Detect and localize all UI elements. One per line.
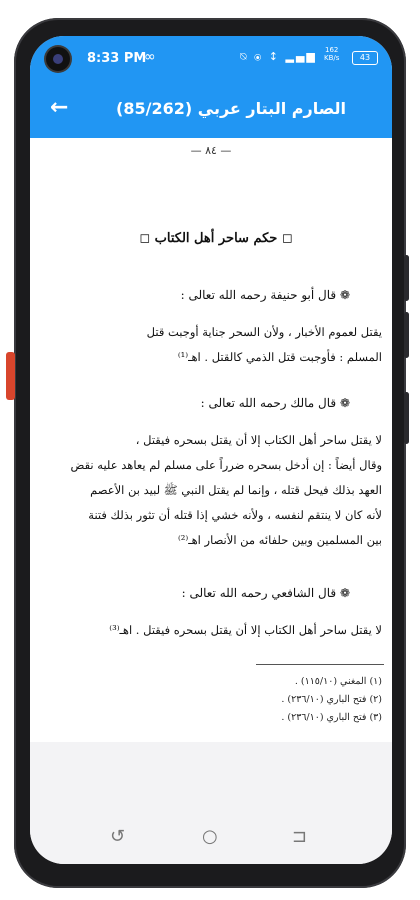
footnote-divider — [256, 664, 384, 665]
power-button — [404, 392, 409, 444]
volume-up-button — [404, 255, 409, 301]
volume-down-button — [404, 312, 409, 358]
recents-icon[interactable]: ↺ — [110, 826, 126, 847]
section-heading: ◻ حكم ساحر أهل الكتاب ◻ — [139, 231, 293, 246]
book-page[interactable] — [30, 138, 392, 742]
paragraph-line: يقتل لعموم الأخبار ، ولأن السحر جناية أوجبت قتل — [146, 325, 382, 339]
back-arrow-icon[interactable]: ← — [50, 95, 69, 120]
footnote: (٣) فتح الباري (٢٣٦/١٠) . — [281, 712, 382, 723]
home-icon[interactable]: ○ — [202, 826, 218, 847]
side-accent — [6, 352, 15, 400]
paragraph-line: لا يقتل ساحر أهل الكتاب إلا أن يقتل بسحره فيقتل . اهـ⁽³⁾ — [109, 623, 382, 637]
screen — [30, 36, 392, 864]
paragraph-line: لا يقتل ساحر أهل الكتاب إلا أن يقتل بسحره فيقتل ، — [135, 433, 382, 447]
page-title: الصارم البتار عربي (85/262) — [116, 99, 346, 118]
speed-unit: KB/s — [324, 54, 340, 62]
infinity-icon: ∞ — [144, 49, 156, 65]
status-icons: ⍉ ⦿ ↕ ▂▄▆ — [240, 50, 317, 63]
paragraph-line: لأنه كان لا ينتقم لنفسه ، ولأنه خشي إذا قتله أن تثور بذلك فتنة — [88, 508, 382, 522]
front-camera — [46, 47, 70, 71]
network-speed — [324, 46, 339, 62]
back-icon[interactable]: ⊐ — [292, 826, 308, 847]
footnote: (٢) فتح الباري (٢٣٦/١٠) . — [281, 694, 382, 705]
battery-level: 43 — [359, 53, 371, 62]
paragraph-line: وقال أيضاً : إن أدخل بسحره ضرراً على مسلم لم يعاهد عليه نقض — [70, 458, 382, 472]
attribution-abu-hanifa: ❁ قال أبو حنيفة رحمه الله تعالى : — [180, 288, 350, 302]
status-time: 8:33 PM — [87, 51, 147, 66]
status-bar — [30, 36, 392, 82]
attribution-shafii: ❁ قال الشافعي رحمه الله تعالى : — [181, 586, 350, 600]
paragraph-line: العهد بذلك فيحل قتله ، وإنما لم يقتل النبي ﷺ لبيد بن الأعصم — [90, 483, 382, 497]
app-bar — [30, 82, 392, 138]
speed-value: 162 — [325, 46, 339, 54]
page-number: — ٨٤ — — [190, 144, 232, 157]
navigation-bar — [30, 814, 392, 864]
attribution-malik: ❁ قال مالك رحمه الله تعالى : — [200, 396, 350, 410]
paragraph-line: بين المسلمين وبين حلفائه من الأنصار اهـ⁽²⁾ — [177, 533, 382, 547]
paragraph-line: المسلم : فأوجبت قتل الذمي كالقتل . اهـ⁽¹⁾ — [177, 350, 382, 364]
battery-icon — [352, 51, 378, 65]
footnote: (١) المغني (١١٥/١٠) . — [294, 676, 382, 687]
